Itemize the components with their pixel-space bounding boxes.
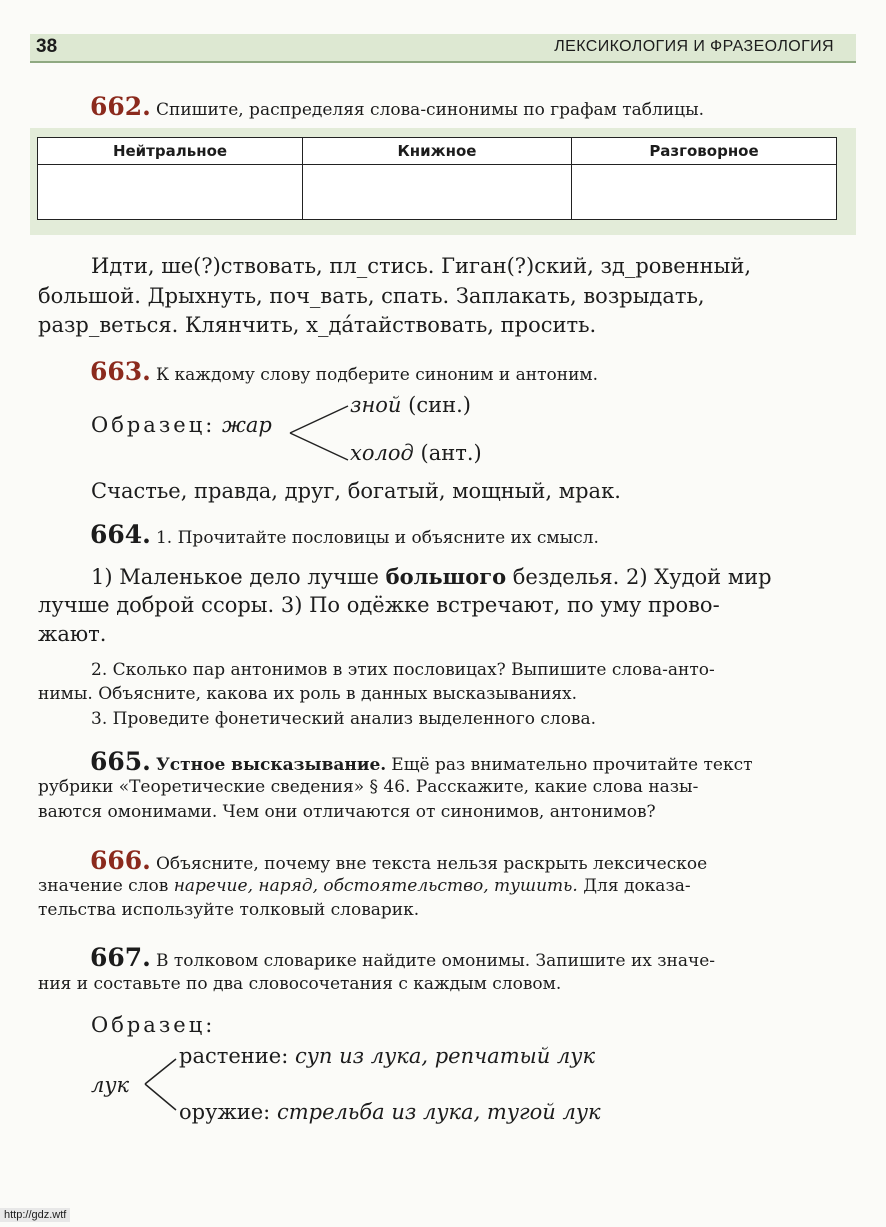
task-line [38, 876, 691, 896]
exercise-task: К каждому слову подберите синоним и антоним. [155, 365, 599, 385]
exercise-task: 1. Прочитайте пословицы и объясните их смысл. [155, 528, 599, 548]
page-number: 38 [36, 36, 58, 57]
table-header-bookish: Книжное [303, 138, 572, 165]
exercise-task: Спишите, распределяя слова-синонимы по графам таблицы. [155, 100, 705, 120]
section-title: ЛЕКСИКОЛОГИЯ И ФРАЗЕОЛОГИЯ [554, 38, 834, 55]
table-header-neutral: Нейтральное [38, 138, 303, 165]
proverb-line [91, 564, 772, 589]
exercise-number: 664. [90, 520, 151, 549]
synonym-example [350, 393, 471, 417]
word-list: Счастье, правда, друг, богатый, мощный, мрак. [91, 479, 621, 503]
page-header [30, 34, 856, 63]
exercise-number: 663. [90, 357, 151, 386]
table-cell [572, 165, 837, 220]
exercise-663-heading [90, 357, 598, 386]
task-line: рубрики «Теоретические сведения» § 46. Расскажите, какие слова назы- [38, 777, 699, 797]
meaning-line [179, 1044, 595, 1068]
proverb-text: 1) Маленькое дело лучше [91, 565, 379, 589]
antonym-mark: (ант.) [420, 441, 482, 465]
branch-lines [142, 1056, 182, 1114]
site-watermark: http://gdz.wtf [0, 1208, 70, 1222]
synonym-table [37, 137, 837, 220]
task-italic-words: наречие, наряд, обстоятельство, тушить. [173, 876, 578, 896]
antonym-word: холод [350, 441, 414, 465]
proverb-line: лучше доброй ссоры. 3) По одёжке встречают, по уму прово- [38, 593, 720, 617]
exercise-task: Ещё раз внимательно прочитайте текст [391, 755, 753, 775]
meaning-line [179, 1100, 601, 1124]
antonym-example [350, 441, 482, 465]
proverb-line: жают. [38, 622, 107, 646]
text-line: Идти, ше(?)ствовать, пл_стись. Гиган(?)ский, зд_ровенный, [91, 254, 752, 278]
exercise-number: 665. [90, 747, 151, 776]
task-text: значение слов [38, 876, 169, 896]
exercise-662-heading [90, 92, 704, 121]
task-line: тельства используйте толковый словарик. [38, 900, 420, 920]
highlighted-word: большого [385, 564, 507, 589]
task-line: ваются омонимами. Чем они отличаются от синонимов, антонимов? [38, 802, 656, 822]
exercise-number: 662. [90, 92, 151, 121]
text-line: разр_веться. Клянчить, х_да́тайствовать, просить. [38, 313, 597, 337]
meaning-example: суп из лука, репчатый лук [294, 1044, 596, 1068]
meaning-label: оружие: [179, 1100, 271, 1124]
sample-word-block [91, 1073, 129, 1097]
branch-lines [286, 400, 356, 466]
synonym-word: зной [350, 393, 402, 417]
exercise-type: Устное высказывание. [155, 755, 387, 775]
exercise-task: В толковом словарике найдите омонимы. Запишите их значе- [155, 951, 716, 971]
table-header-colloquial: Разговорное [572, 138, 837, 165]
task-text: Для доказа- [583, 876, 691, 896]
exercise-666-heading [90, 846, 707, 875]
meaning-label: растение: [179, 1044, 289, 1068]
sample-label: Образец: [91, 1013, 216, 1037]
text-line: большой. Дрыхнуть, поч_вать, спать. Заплакать, возрыдать, [38, 284, 705, 308]
sample-word: лук [91, 1073, 130, 1097]
exercise-number: 666. [90, 846, 151, 875]
table-cell [303, 165, 572, 220]
synonym-mark: (син.) [408, 393, 471, 417]
task-line: ния и составьте по два словосочетания с каждым словом. [38, 974, 562, 994]
table-cell [38, 165, 303, 220]
proverb-text: безделья. 2) Худой мир [512, 565, 772, 589]
exercise-665-heading [90, 747, 753, 776]
exercise-number: 667. [90, 943, 151, 972]
exercise-664-heading [90, 520, 599, 549]
exercise-667-heading [90, 943, 715, 972]
meaning-example: стрельба из лука, тугой лук [276, 1100, 601, 1124]
task-line: 3. Проведите фонетический анализ выделенного слова. [91, 709, 597, 729]
sample-word: жар [221, 413, 272, 437]
task-line: нимы. Объясните, какова их роль в данных высказываниях. [38, 684, 578, 704]
sample-label: Образец: [91, 413, 216, 437]
sample-row [91, 413, 272, 437]
task-line: 2. Сколько пар антонимов в этих пословицах? Выпишите слова-анто- [91, 660, 715, 680]
exercise-task: Объясните, почему вне текста нельзя раскрыть лексическое [155, 854, 708, 874]
